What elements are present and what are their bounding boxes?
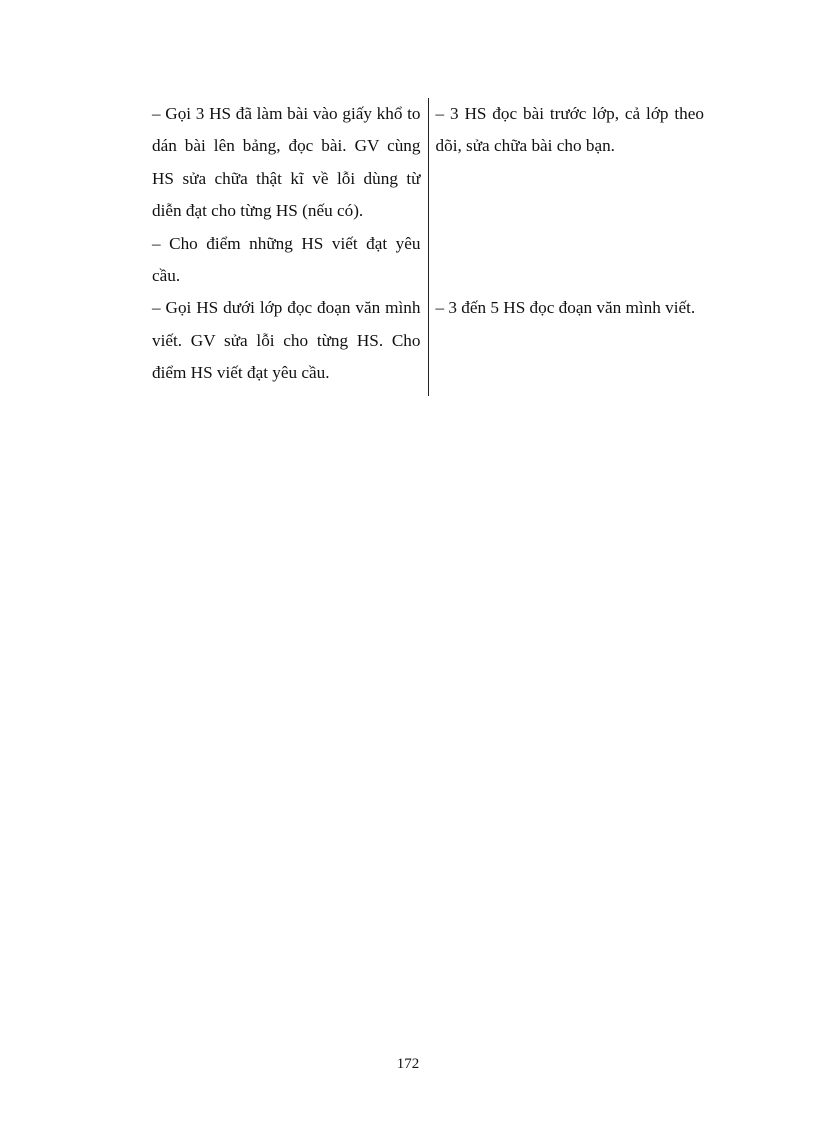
page-number: 172 bbox=[396, 1056, 420, 1072]
table-row bbox=[152, 292, 704, 395]
student-activity-text: – 3 đến 5 HS đọc đoạn văn mình viết. bbox=[435, 298, 696, 318]
student-activity-cell bbox=[428, 98, 704, 292]
teacher-activity-text: – Gọi 3 HS đã làm bài vào giấy khổ to dán bài lên bảng, đọc bài. GV cùng HS sửa chữa thật kĩ về lỗi dùng từ diễn đạt cho từng HS (nếu có). bbox=[152, 104, 421, 221]
student-activity-text: – 3 HS đọc bài trước lớp, cả lớp theo dõi, sửa chữa bài cho bạn. bbox=[435, 104, 704, 156]
teacher-activity-cell bbox=[152, 292, 428, 395]
teacher-activity-text: – Gọi HS dưới lớp đọc đoạn văn mình viết. GV sửa lỗi cho từng HS. Cho điểm HS viết đạt yêu cầu. bbox=[152, 298, 421, 383]
teacher-activity-text: – Cho điểm những HS viết đạt yêu cầu. bbox=[152, 233, 421, 286]
lesson-activity-table bbox=[152, 98, 704, 396]
table-row bbox=[152, 98, 704, 292]
teacher-activity-cell bbox=[152, 98, 428, 292]
student-activity-cell bbox=[428, 292, 704, 395]
